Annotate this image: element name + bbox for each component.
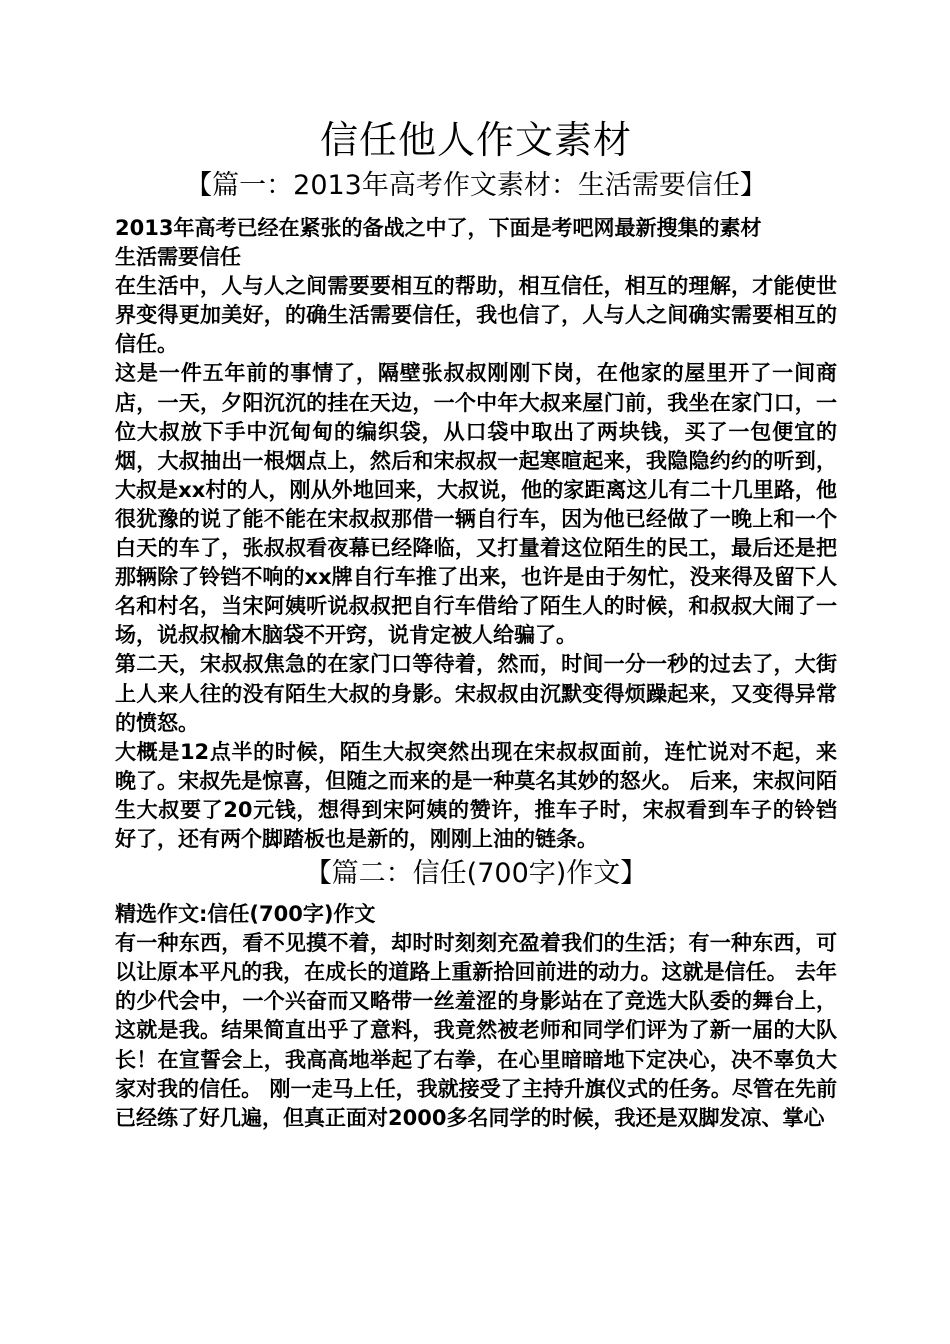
section-2-heading: 【篇二：信任(700字)作文】 xyxy=(304,858,648,890)
section-1-paragraph: 大概是12点半的时候，陌生大叔突然出现在宋叔叔面前，连忙说对不起，来晚了。宋叔先是惊喜，但随之而来的是一种莫名其妙的怒火。 后来，宋叔问陌生大叔要了20元钱，想得到宋阿姨的赞许，推车子时，宋叔看到车子的铃铛好了，还有两个脚踏板也是新的，刚刚上油的链条。 xyxy=(115,739,837,851)
section-2-paragraph: 精选作文:信任(700字)作文 xyxy=(115,902,376,927)
document-page xyxy=(115,112,837,1133)
section-1-paragraph: 在生活中，人与人之间需要要相互的帮助，相互信任，相互的理解，才能使世界变得更加美好，的确生活需要信任，我也信了，人与人之间确实需要相互的信任。 xyxy=(115,274,837,357)
section-2-paragraph: 有一种东西，看不见摸不着，却时时刻刻充盈着我们的生活；有一种东西，可以让原本平凡的我，在成长的道路上重新拾回前进的动力。这就是信任。 去年的少代会中，一个兴奋而又略带一丝羞涩的身影站在了竞选大队委的舞台上，这就是我。结果简直出乎了意料，我竟然被老师和同学们评为了新一届的大队长！在宣誓会上，我高高地举起了右拳，在心里暗暗地下定决心，决不辜负大家对我的信任。 刚一走马上任，我就接受了主持升旗仪式的任务。尽管在先前已经练了好几遍，但真正面对2000多名同学的时候，我还是双脚发凉、掌心 xyxy=(115,931,837,1130)
section-1-heading: 【篇一：2013年高考作文素材：生活需要信任】 xyxy=(185,170,767,201)
document-title: 信任他人作文素材 xyxy=(319,118,632,162)
section-1-paragraph: 生活需要信任 xyxy=(115,245,241,270)
section-1-paragraph: 2013年高考已经在紧张的备战之中了，下面是考吧网最新搜集的素材 xyxy=(115,216,762,240)
section-1-paragraph: 这是一件五年前的事情了，隔壁张叔叔刚刚下岗，在他家的屋里开了一间商店，一天，夕阳沉沉的挂在天边，一个中年大叔来屋门前，我坐在家门口，一位大叔放下手中沉甸甸的编织袋，从口袋中取出了两块钱，买了一包便宜的烟，大叔抽出一根烟点上，然后和宋叔叔一起寒暄起来，我隐隐约约的听到，大叔是xx村的人，刚从外地回来，大叔说，他的家距离这儿有二十几里路，他很犹豫的说了能不能在宋叔叔那借一辆自行车，因为他已经做了一晚上和一个白天的车了，张叔叔看夜幕已经降临，又打量着这位陌生的民工，最后还是把那辆除了铃铛不响的xx牌自行车推了出来，也许是由于匆忙，没来得及留下人名和村名，当宋阿姨听说叔叔把自行车借给了陌生人的时候，和叔叔大闹了一场，说叔叔榆木脑袋不开窍，说肯定被人给骗了。 xyxy=(115,361,837,648)
section-1-paragraph: 第二天，宋叔叔焦急的在家门口等待着，然而，时间一分一秒的过去了，大街上人来人往的没有陌生大叔的身影。宋叔叔由沉默变得烦躁起来，又变得异常的愤怒。 xyxy=(115,652,837,735)
